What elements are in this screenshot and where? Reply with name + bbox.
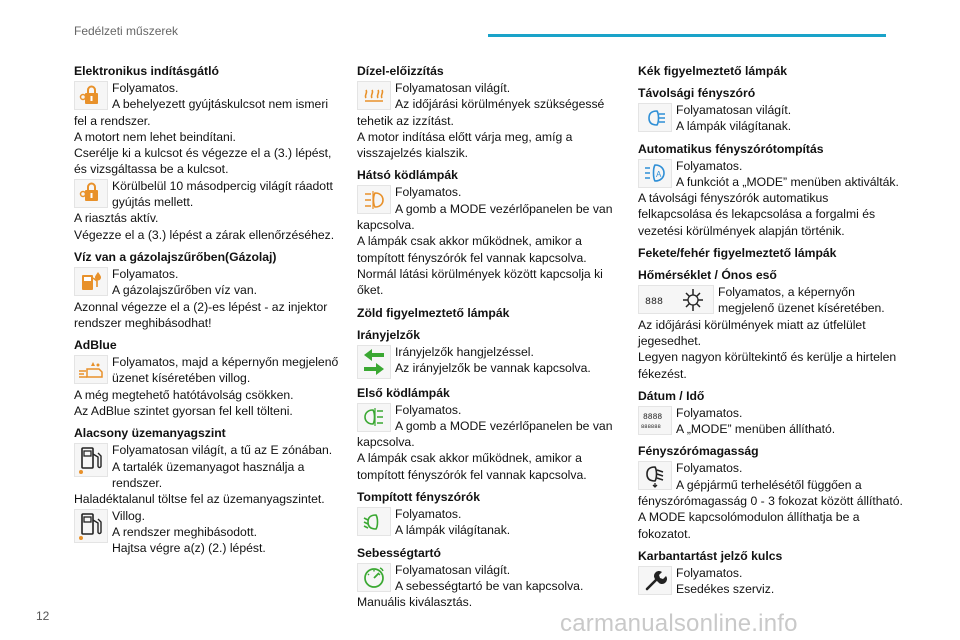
text-line: Haladéktalanul töltse fel az üzemanyagszintet. [74, 492, 325, 507]
text-line: A tartalék üzemanyagot használja a [112, 459, 305, 474]
frost-icon [638, 285, 714, 314]
text-line: Folyamatos, majd a képernyőn megjelenő [112, 355, 339, 370]
cruise-control-icon [357, 563, 391, 592]
text-line: Folyamatos. [112, 266, 179, 281]
text-line: őket. [357, 283, 384, 298]
text-line: Folyamatos. [676, 461, 743, 476]
group-heading-black-white: Fekete/fehér figyelmeztető lámpák [638, 246, 837, 261]
text-line: A motor indítása előtt várja meg, amíg a [357, 129, 573, 144]
section-headlamp-leveling [638, 443, 906, 541]
section-title: Távolsági fényszóró [638, 86, 756, 100]
text-line: fokozatot. [638, 526, 691, 541]
section-cruise [357, 545, 625, 611]
text-line: tompított fényszórók fel vannak kapcsolva. [357, 250, 587, 265]
text-line: Azonnal végezze el a (2)-es lépést - az injektor [74, 299, 328, 314]
text-line: Folyamatosan világít, a tű az E zónában. [112, 443, 333, 458]
text-line: Végezze el a (3.) lépést a zárak ellenőrzéséhez. [74, 227, 335, 242]
text-line: visszajelzés kialszik. [357, 146, 469, 161]
text-line: Cserélje ki a kulcsot és végezze el a (3.) lépést, [74, 146, 332, 161]
group-heading-green: Zöld figyelmeztető lámpák [357, 305, 510, 320]
text-line: Folyamatos, a képernyőn [718, 285, 855, 300]
section-title: Alacsony üzemanyagszint [74, 426, 226, 441]
section-title: Dízel-előizzítás [357, 64, 444, 78]
text-line: gyújtás mellett. [112, 195, 194, 210]
section-title: Tompított fényszórók [357, 490, 480, 505]
text-line: megjelenő üzenet kíséretében. [718, 301, 885, 316]
section-rear-fog [357, 167, 625, 298]
section-title: Fényszórómagasság [638, 444, 759, 459]
text-line: A még megtehető hatótávolság csökken. [74, 387, 294, 402]
auto-high-beam-icon [638, 159, 672, 188]
text-line: fényszórómagasság 0 - 3 fokozat között állítható. [638, 494, 903, 509]
text-line: A lámpák világítanak. [676, 119, 792, 134]
text-line: Hajtsa végre a(z) (2.) lépést. [112, 541, 266, 556]
fuel-pump-icon [74, 509, 108, 543]
text-line: A behelyezett gyújtáskulcsot nem ismeri [112, 97, 329, 112]
glow-plug-icon [357, 81, 391, 110]
section-low-fuel [74, 425, 342, 556]
text-line: kapcsolva. [357, 218, 415, 233]
svg-text:A: A [656, 170, 662, 180]
text-line: Folyamatos. [112, 81, 179, 95]
text-line: A motort nem lehet beindítani. [74, 129, 236, 144]
text-line: A lámpák csak akkor működnek, amikor a [357, 234, 582, 249]
text-line: Folyamatos. [676, 405, 743, 420]
headlamp-leveling-icon [638, 461, 672, 490]
text-line: fékezést. [638, 366, 687, 381]
text-line: Normál látási körülmények között kapcsolja ki [357, 266, 603, 281]
section-front-fog [357, 385, 625, 483]
column-middle [357, 57, 625, 613]
text-line: Az időjárási körülmények szükségessé [395, 97, 605, 112]
section-frost [638, 267, 906, 382]
text-line: Körülbelül 10 másodpercig világít ráadott [112, 178, 333, 193]
section-main-beam [638, 85, 906, 135]
text-line: Folyamatos. [676, 158, 743, 173]
section-service [638, 548, 906, 598]
text-line: vezetési körülmények alapján történik. [638, 223, 845, 238]
section-title: Sebességtartó [357, 545, 441, 560]
text-line: Villog. [112, 508, 145, 523]
text-line: A rendszer meghibásodott. [112, 524, 257, 539]
text-line: Az AdBlue szintet gyorsan fel kell tölteni. [74, 404, 293, 419]
text-line: A gomb a MODE vezérlőpanelen be van [395, 418, 613, 433]
wrench-icon [638, 566, 672, 595]
adblue-icon [74, 355, 108, 384]
section-adblue [74, 337, 342, 419]
fuel-pump-icon [74, 443, 108, 477]
key-lock-icon [74, 179, 108, 208]
section-title: Irányjelzők [357, 327, 420, 342]
text-line: A gépjármű terhelésétől függően a [676, 477, 862, 492]
text-line: A gomb a MODE vezérlőpanelen be van [395, 201, 613, 216]
section-title: Dátum / Idő [638, 388, 705, 403]
text-line: A lámpák világítanak. [395, 523, 511, 538]
header-accent-bar [488, 34, 886, 37]
text-line: A sebességtartó be van kapcsolva. [395, 578, 584, 593]
dipped-beam-icon [357, 507, 391, 536]
section-auto-high-beam [638, 141, 906, 239]
svg-text:8888: 8888 [643, 413, 663, 423]
text-line: A MODE kapcsolómodulon állíthatja be a [638, 510, 860, 525]
section-title: Automatikus fényszórótompítás [638, 141, 824, 156]
section-title: Víz van a gázolajszűrőben(Gázolaj) [74, 249, 277, 264]
rear-fog-icon [357, 185, 391, 214]
section-title: Hátsó ködlámpák [357, 168, 458, 183]
text-line: A riasztás aktív. [74, 211, 159, 226]
text-line: tompított fényszórók fel vannak kapcsolva. [357, 467, 587, 482]
turn-signal-icon [357, 345, 391, 379]
text-line: rendszer. [112, 475, 163, 490]
section-water-in-fuel [74, 249, 342, 331]
text-line: A gázolajszűrőben víz van. [112, 283, 257, 298]
clock-display-icon [638, 406, 672, 435]
section-title: Hőmérséklet / Ónos eső [638, 268, 777, 283]
svg-text:888888: 888888 [641, 423, 661, 431]
section-title: AdBlue [74, 338, 117, 353]
text-line: Folyamatosan világít. [395, 562, 511, 577]
key-lock-icon [74, 81, 108, 110]
section-title: Elektronikus indításgátló [74, 64, 219, 78]
front-fog-icon [357, 403, 391, 432]
section-date-time [638, 388, 906, 438]
page-number: 12 [36, 609, 50, 623]
water-in-fuel-icon [74, 267, 108, 296]
text-line: rendszer meghibásodhat! [74, 315, 212, 330]
section-glow-plug [357, 63, 625, 161]
text-line: Az időjárási körülmények miatt az útfelület [638, 317, 866, 332]
text-line: Legyen nagyon körültekintő és kerülje a hirtelen [638, 350, 897, 365]
text-line: A „MODE” menüben állítható. [676, 422, 836, 437]
svg-text:888: 888 [645, 296, 664, 308]
text-line: Folyamatos. [395, 185, 462, 200]
text-line: jegesedhet. [638, 333, 702, 348]
text-line: Manuális kiválasztás. [357, 595, 473, 610]
text-line: Esedékes szerviz. [676, 582, 775, 597]
text-line: Folyamatos. [395, 402, 462, 417]
text-line: A lámpák csak akkor működnek, amikor a [357, 451, 582, 466]
text-line: Irányjelzők hangjelzéssel. [395, 344, 534, 359]
text-line: A funkciót a „MODE” menüben aktiválták. [676, 174, 899, 189]
text-line: Az irányjelzők be vannak kapcsolva. [395, 360, 591, 375]
section-title: Első ködlámpák [357, 385, 450, 400]
section-immobilizer [74, 63, 342, 243]
text-line: üzenet kíséretében villog. [112, 371, 251, 386]
text-line: és vizsgáltassa be a kulcsot. [74, 162, 229, 177]
group-heading-blue: Kék figyelmeztető lámpák [638, 64, 788, 78]
text-line: Folyamatos. [676, 565, 743, 580]
text-line: Folyamatosan világít. [395, 81, 511, 95]
text-line: A távolsági fényszórók automatikus [638, 191, 829, 206]
text-line: kapcsolva. [357, 435, 415, 450]
main-beam-icon [638, 103, 672, 132]
text-line: fel a rendszer. [74, 113, 151, 128]
section-dipped-beam [357, 489, 625, 539]
text-line: tehetik az izzítást. [357, 113, 454, 128]
column-right [638, 57, 906, 600]
section-indicators [357, 327, 625, 379]
section-title: Karbantartást jelző kulcs [638, 548, 783, 563]
text-line: Folyamatos. [395, 507, 462, 522]
column-left [74, 57, 342, 558]
text-line: Folyamatosan világít. [676, 103, 792, 117]
watermark: carmanualsonline.info [560, 610, 798, 637]
running-header: Fedélzeti műszerek [74, 24, 179, 38]
text-line: felkapcsolása és lekapcsolása a forgalmi és [638, 207, 876, 222]
